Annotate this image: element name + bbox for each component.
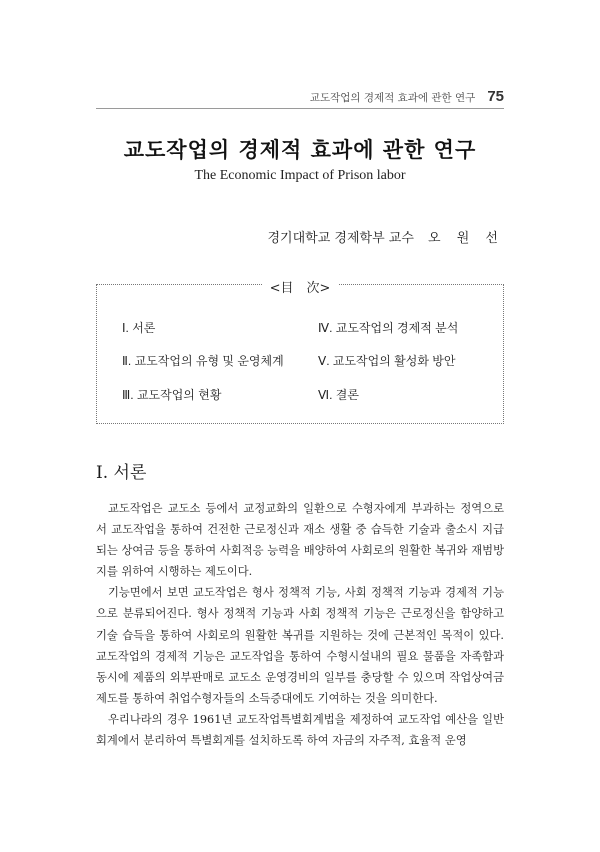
- toc-heading: <目 次>: [0, 277, 600, 296]
- toc-item-5: Ⅴ. 교도작업의 활성화 방안: [318, 354, 456, 368]
- page-number: 75: [487, 88, 504, 105]
- paper-title-english: The Economic Impact of Prison labor: [194, 168, 406, 183]
- body-text: [96, 498, 504, 751]
- body-paragraph-1: 교도작업은 교도소 등에서 교정교화의 일환으로 수형자에게 부과하는 정역으로서 교도작업을 통하여 건전한 근로정신과 재소 생활 중 습득한 기술과 출소시 지급되는 상여금 등을 통하여 사회적응 능력을 배양하여 사회로의 원활한 복귀와 재범방지를 위하여 시행하는 제도이다.: [96, 502, 504, 579]
- author-affiliation: 경기대학교 경제학부 교수: [267, 231, 414, 246]
- running-header: [310, 88, 504, 105]
- toc-item-6: Ⅵ. 결론: [318, 388, 359, 402]
- author-name: 오 원 선: [428, 231, 504, 246]
- toc-item-2: Ⅱ. 교도작업의 유형 및 운영체계: [122, 354, 284, 368]
- body-paragraph-2: 기능면에서 보면 교도작업은 형사 정책적 기능, 사회 정책적 기능과 경제적 기능으로 분류되어진다. 형사 정책적 기능과 사회 정책적 기능은 근로정신을 함양하고 기술 습득을 통하여 사회로의 원활한 복귀를 지원하는 것에 근본적인 목적이 있다. 교도작업의 경제적 기능은 교도작업을 통하여 수형시설내의 필요 물품을 자족함과 동시에 제품의 외부판매로 교도소 운영경비의 일부를 충당할 수 있으며 작업상여금제도를 통하여 취업수형자들의 소득증대에도 기여하는 것을 의미한다.: [96, 586, 504, 705]
- toc-item-1: Ⅰ. 서론: [122, 321, 156, 335]
- body-paragraph-3: 우리나라의 경우 1961년 교도작업특별회계법을 제정하여 교도작업 예산을 일반회계에서 분리하여 특별회계를 설치하도록 하여 자금의 자주적, 효율적 운영: [96, 712, 504, 748]
- toc-item-4: Ⅳ. 교도작업의 경제적 분석: [318, 321, 459, 335]
- toc-item-3: Ⅲ. 교도작업의 현황: [122, 388, 222, 402]
- section-heading: Ⅰ. 서론: [96, 463, 147, 483]
- header-rule: [96, 108, 504, 109]
- running-title: 교도작업의 경제적 효과에 관한 연구: [309, 92, 476, 104]
- author-line: [268, 227, 505, 246]
- paper-title-korean: 교도작업의 경제적 효과에 관한 연구: [123, 137, 477, 162]
